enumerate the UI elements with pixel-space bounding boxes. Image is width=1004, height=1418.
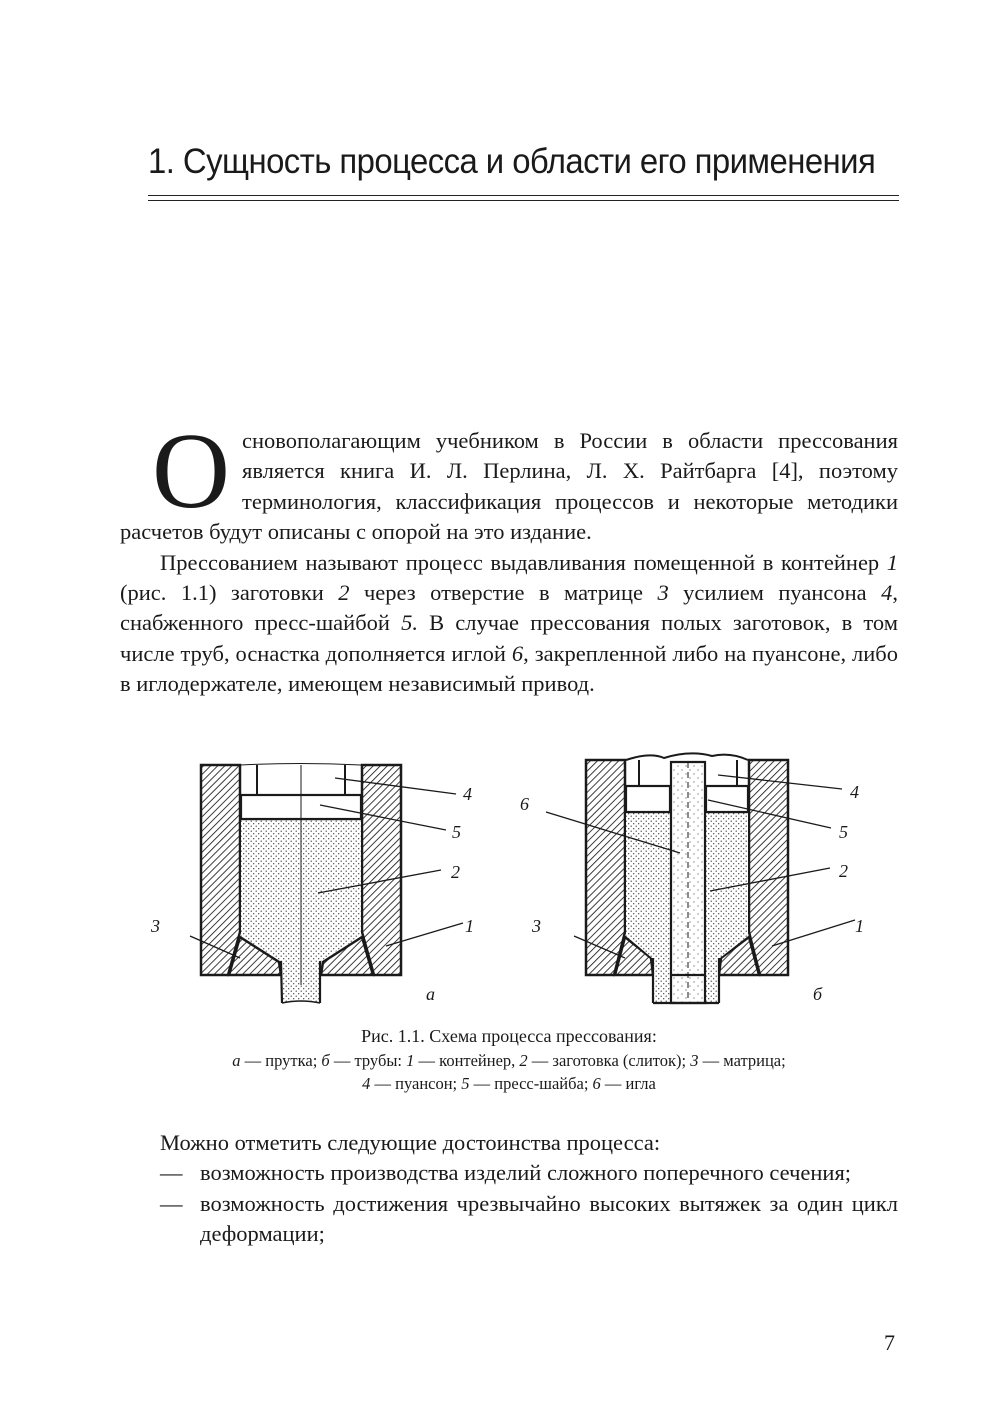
text-run: — контейнер, [414, 1051, 520, 1070]
text-run: — пресс-шайба; [469, 1074, 593, 1093]
page-number: 7 [884, 1330, 895, 1355]
label-b-3: 3 [532, 916, 541, 936]
advantages-list [160, 1128, 898, 1250]
list-dash: — [160, 1160, 183, 1186]
reference-numeral: а [232, 1051, 241, 1070]
intro-paragraph [120, 412, 898, 548]
list-item-text: возможность достижения чрезвычайно высоких вытяжек за один цикл деформации; [200, 1190, 898, 1247]
text-run: — трубы: [329, 1051, 407, 1070]
text-run: — игла [600, 1074, 656, 1093]
reference-numeral: 5. [401, 610, 418, 636]
title-rule-bottom [148, 200, 899, 201]
caption-title: Рис. 1.1. Схема процесса прессования: [361, 1026, 657, 1046]
drop-cap: О [152, 412, 230, 531]
list-dash: — [160, 1190, 183, 1216]
reference-numeral: 3 [657, 580, 669, 606]
list-item-text: возможность производства изделий сложного поперечного сечения; [200, 1160, 852, 1186]
figure-caption [120, 1023, 898, 1095]
label-a-3: 3 [151, 916, 160, 936]
list-item [160, 1158, 898, 1188]
caption-legend [120, 1049, 898, 1095]
sub-label-a: а [426, 984, 435, 1004]
text-run: — пуансон; [370, 1074, 462, 1093]
text-run: (рис. 1.1) заготовки [120, 580, 339, 606]
reference-numeral: б [321, 1051, 330, 1070]
text-run: В случае прессования полых заготовок, в том числе труб, оснастка дополняется иглой [120, 610, 898, 666]
reference-numeral: 2 [519, 1051, 528, 1070]
label-a-2: 2 [451, 862, 460, 882]
label-b-4: 4 [850, 782, 859, 802]
reference-numeral: 5 [461, 1074, 470, 1093]
reference-numeral: 1 [886, 549, 898, 575]
chapter-title: 1. Сущность процесса и области его применения [148, 142, 876, 181]
label-a-4: 4 [463, 784, 472, 804]
title-rule-top [148, 195, 899, 196]
text-run: — матрица; [698, 1051, 786, 1070]
advantages-lead: Можно отметить следующие достоинства процесса: [160, 1130, 661, 1155]
label-b-1: 1 [855, 916, 864, 936]
label-a-1: 1 [465, 916, 474, 936]
container-left-b [586, 760, 625, 975]
label-a-5: 5 [452, 822, 461, 842]
label-b-5: 5 [839, 822, 848, 842]
reference-numeral: 4 [362, 1074, 371, 1093]
text-run: через отверстие в матрице [349, 580, 658, 606]
reference-numeral: 6 [511, 640, 524, 666]
label-b-2: 2 [839, 861, 848, 881]
reference-numeral: 6 [592, 1074, 601, 1093]
list-item [160, 1189, 898, 1250]
text-run: , снабженного пресс-шайбой [120, 580, 898, 636]
sub-label-b: б [813, 984, 823, 1004]
text-run: — заготовка (слиток); [527, 1051, 691, 1070]
label-b-6: 6 [520, 794, 529, 814]
press-washer-b-left [626, 786, 670, 812]
text-run: , закрепленной либо на пуансоне, либо в иглодержателе, имеющем независимый привод. [120, 640, 898, 697]
reference-numeral: 4 [881, 580, 893, 606]
diagram-b-tube [586, 753, 788, 1003]
text-run: Прессованием называют процесс выдавливания помещенной в контейнер [160, 549, 887, 575]
definition-paragraph [120, 548, 898, 700]
reference-numeral: 2 [338, 580, 350, 606]
text-run: — прутка; [240, 1051, 322, 1070]
figure-1-1 [0, 740, 1004, 1020]
reference-numeral: 1 [406, 1051, 415, 1070]
text-run: усилием пуансона [668, 580, 882, 606]
intro-text: сновополагающим учебником в России в области прессования является книга И. Л. Перлина, Л. Х. Райтбарга [4], поэтому терминология, классификация процессов и некоторые методики расчетов будут описаны с опорой на это издание. [120, 428, 898, 545]
main-text [120, 412, 898, 700]
reference-numeral: 3 [690, 1051, 699, 1070]
